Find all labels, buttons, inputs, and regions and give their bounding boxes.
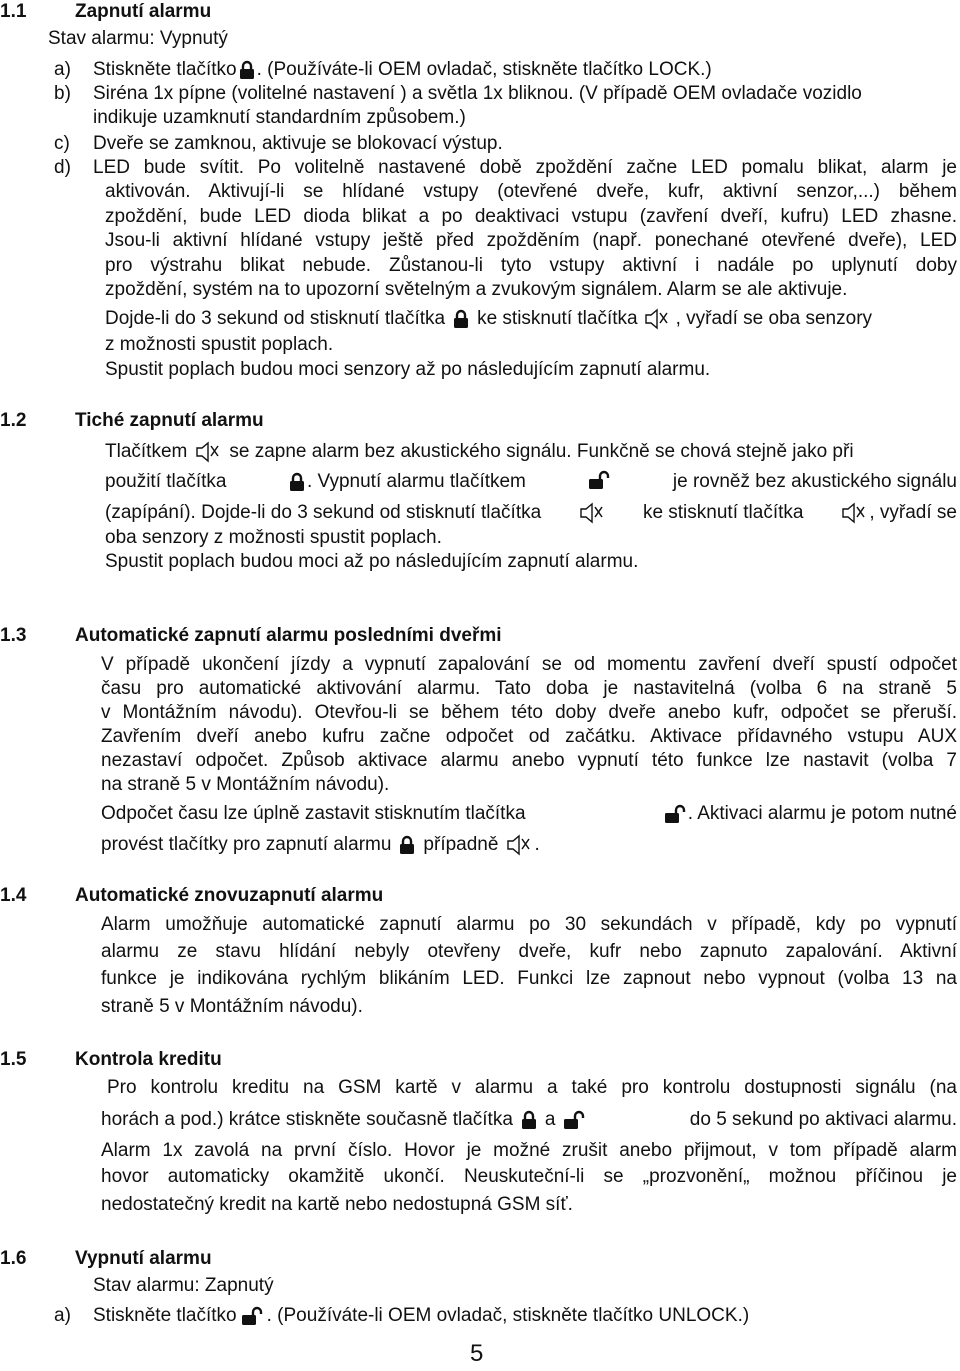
section-1-2-title: Tiché zapnutí alarmu — [75, 410, 264, 431]
section-1-5-number: 1.5 — [0, 1049, 27, 1070]
item-c-label: c) — [54, 133, 70, 154]
section-1-5-title: Kontrola kreditu — [75, 1049, 222, 1070]
section-1-4-line-1: Alarm umožňuje automatické zapnutí alarmu po 30 sekundách v případě, kdy po vypnutí — [101, 914, 957, 935]
item-d-line-2: aktivován. Aktivují-li se hlídané vstupy (otevřené dveře, kufr, aktivní senzor,...) během — [105, 181, 957, 202]
item-e-line-2: z možnosti spustit poplach. — [105, 334, 334, 355]
section-1-6-title: Vypnutí alarmu — [75, 1248, 212, 1269]
unlock-icon — [563, 1110, 585, 1130]
state-on-label: Stav alarmu: Zapnutý — [93, 1275, 274, 1296]
section-1-1-title: Zapnutí alarmu — [75, 1, 212, 22]
speaker-mute-icon — [195, 440, 221, 464]
item-d-line-6: zpoždění, systém na to upozorní světelným a zvukovým signálem. Alarm se ale aktivuje. — [105, 279, 848, 300]
speaker-mute-icon — [644, 307, 670, 331]
section-1-4-line-2: alarmu ze stavu hlídání nebyly otevřeny dveře, kufr nebo zapnuto zapalování. Aktivní — [101, 941, 957, 962]
section-1-3-line-1: V případě ukončení jízdy a vypnutí zapalování se od momentu zavření dveří spustí odpočet — [101, 654, 957, 675]
item-c-line-1: Dveře se zamknou, aktivuje se blokovací výstup. — [93, 133, 503, 154]
lock-icon — [399, 835, 415, 855]
speaker-mute-icon — [579, 501, 605, 525]
item-d-line-4: Jsou-li aktivní hlídané vstupy ještě před zpožděním (např. ponechané otevřené dveře), LED — [105, 230, 957, 251]
item-a-text: Stiskněte tlačítko . (Používáte-li OEM ovladač, stiskněte tlačítko LOCK.) — [93, 59, 712, 80]
item-6a-text: Stiskněte tlačítko . (Používáte-li OEM ovladač, stiskněte tlačítko UNLOCK.) — [93, 1305, 750, 1326]
section-1-3-line-6: na straně 5 v Montážním návodu). — [101, 774, 390, 795]
section-1-5-line-2: horách a pod.) krátce stiskněte současně tlačítka a do 5 sekund po aktivaci alarmu. — [101, 1109, 957, 1130]
speaker-mute-icon — [841, 501, 867, 525]
section-1-5-line-5: nedostatečný kredit na kartě nebo nedostupná GSM síť. — [101, 1194, 573, 1215]
speaker-mute-icon — [506, 833, 532, 857]
section-1-5-line-4: hovor automaticky okamžitě ukončí. Neuskuteční-li se „prozvonění„ možnou příčinou je — [101, 1166, 957, 1187]
state-off-label: Stav alarmu: Vypnutý — [48, 28, 228, 49]
section-1-3-line-5: nezastaví odpočet. Způsob aktivace alarmu anebo vypnutí této funkce lze nastavit (volba 7 — [101, 750, 957, 771]
section-1-5-line-1: Pro kontrolu kreditu na GSM kartě v alarmu a také pro kontrolu dostupnosti signálu (na — [107, 1077, 957, 1098]
unlock-icon — [664, 804, 686, 824]
item-d-line-3: zpoždění, bude LED dioda blikat a po deaktivaci vstupu (zavření dveří, kufru) LED zhasne. — [105, 206, 957, 227]
section-1-1-number: 1.1 — [0, 1, 27, 22]
lock-icon — [239, 60, 255, 80]
section-1-3-number: 1.3 — [0, 625, 27, 646]
item-6a-label: a) — [54, 1305, 71, 1326]
item-d-line-5: pro výstrahu blikat nebude. Zůstanou-li tyto vstupy aktivní i nadále po uplynutí doby — [105, 255, 957, 276]
unlock-icon — [588, 470, 610, 494]
section-1-3-line-3: v Montážním návodu). Otevřou-li se během této doby dveře anebo kufr, odpočet se přeruší. — [101, 702, 957, 723]
item-d-label: d) — [54, 157, 71, 178]
section-1-2-line-5: Spustit poplach budou moci až po následujícím zapnutí alarmu. — [105, 551, 639, 572]
item-b-line-1: Siréna 1x pípne (volitelné nastavení ) a světla 1x bliknou. (V případě OEM ovladače vozidlo — [93, 83, 862, 104]
section-1-2-number: 1.2 — [0, 410, 27, 431]
section-1-2-line-1: Tlačítkem se zapne alarm bez akustického signálu. Funkčně se chová stejně jako při — [105, 441, 854, 463]
item-e-line-3: Spustit poplach budou moci senzory až po následujícím zapnutí alarmu. — [105, 359, 711, 380]
section-1-2-line-2: použití tlačítka . Vypnutí alarmu tlačítkem je rovněž bez akustického signálu — [105, 471, 957, 492]
item-b-label: b) — [54, 83, 71, 104]
section-1-2-line-4: oba senzory z možnosti spustit poplach. — [105, 527, 442, 548]
section-1-3-line-8: provést tlačítky pro zapnutí alarmu případně . — [101, 834, 540, 856]
section-1-4-number: 1.4 — [0, 885, 27, 906]
page-number: 5 — [470, 1340, 484, 1367]
lock-icon — [289, 472, 305, 492]
lock-icon — [521, 1110, 537, 1130]
unlock-icon — [241, 1306, 263, 1326]
section-1-3-title: Automatické zapnutí alarmu posledními dveřmi — [75, 625, 502, 646]
item-e-line-1: Dojde-li do 3 sekund od stisknutí tlačítka ke stisknutí tlačítka , vyřadí se oba senzory — [105, 308, 873, 330]
lock-icon — [453, 309, 469, 329]
section-1-6-number: 1.6 — [0, 1248, 27, 1269]
section-1-4-title: Automatické znovuzapnutí alarmu — [75, 885, 384, 906]
section-1-2-line-3: (zapípání). Dojde-li do 3 sekund od stisknutí tlačítka ke stisknutí tlačítka , vyřadí se — [105, 502, 957, 524]
section-1-3-line-4: Zavřením dveří anebo kufru začne odpočet od začátku. Aktivace přídavného vstupu AUX — [101, 726, 957, 747]
section-1-4-line-3: funkce je indikována rychlým blikáním LED. Funkci lze zapnout nebo vypnout (volba 13 na — [101, 968, 957, 989]
section-1-3-line-2: času pro automatické aktivování alarmu. Tato doba je nastavitelná (volba 6 na straně 5 — [101, 678, 957, 699]
item-b-line-2: indikuje uzamknutí standardním způsobem.) — [93, 107, 466, 128]
item-d-line-1: LED bude svítit. Po volitelně nastavené době zpoždění začne LED pomalu blikat, alarm je — [93, 157, 957, 178]
section-1-5-line-3: Alarm 1x zavolá na první číslo. Hovor je možné zrušit anebo přijmout, v tom případě alarm — [101, 1140, 957, 1161]
item-a-label: a) — [54, 59, 71, 80]
section-1-3-line-7: Odpočet času lze úplně zastavit stisknutím tlačítka . Aktivaci alarmu je potom nutné — [101, 803, 957, 824]
section-1-4-line-4: straně 5 v Montážním návodu). — [101, 996, 363, 1017]
